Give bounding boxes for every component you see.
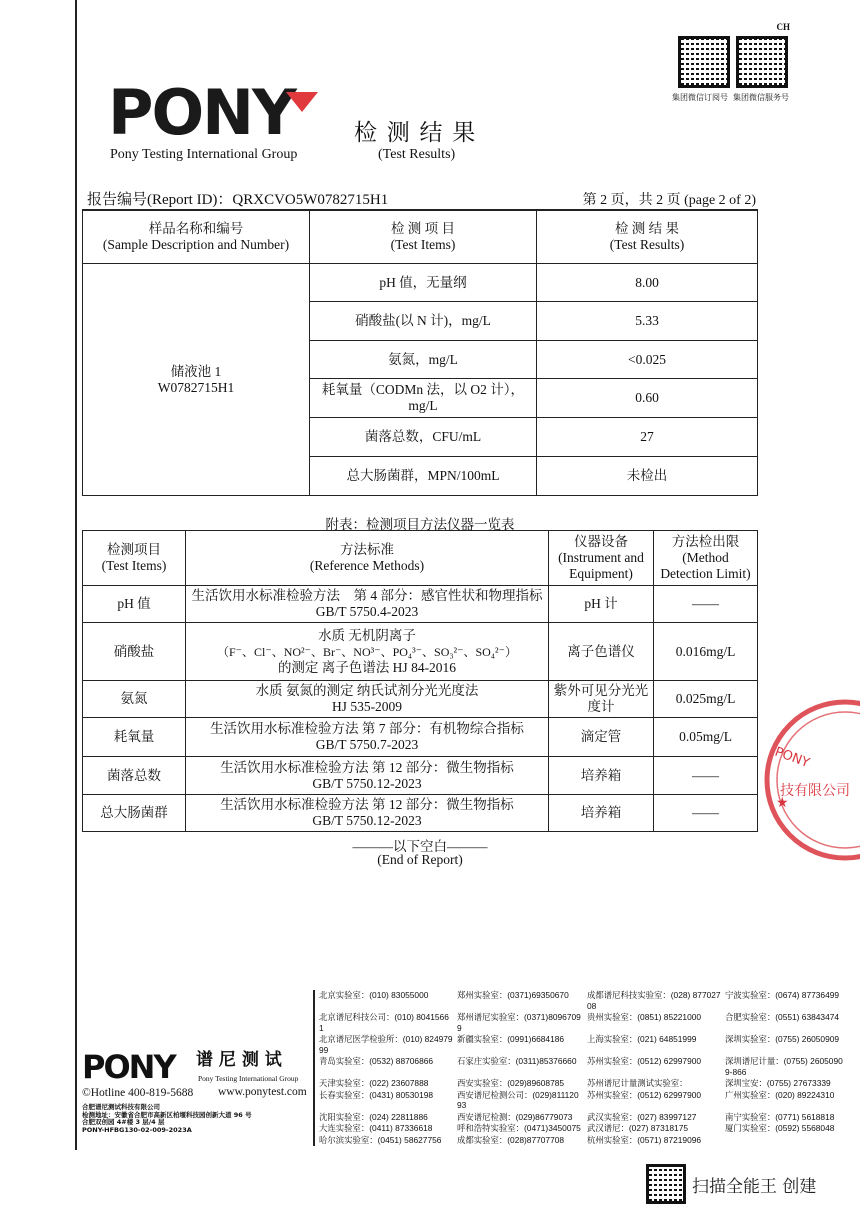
cell-text: 方法检出限 [671,534,740,549]
lab-row [319,1012,847,1033]
cell-text: GB/T 5750.7-2023 [315,737,419,752]
table-cell: 氨氮 [83,681,186,718]
cell-text: (Method [682,550,729,565]
table-cell: 耗氧量（CODMn 法，以 O2 计），mg/L [310,379,537,418]
table-cell: 菌落总数 [83,757,186,795]
lab-contact: 深圳谱尼计量：(0755) 26050909-866 [725,1056,843,1077]
table-cell: 8.00 [537,264,758,302]
cell-text: 样品名称和编号 [148,221,244,236]
table-cell: 未检出 [537,457,758,496]
footer-group: Pony Testing International Group [198,1074,299,1083]
lab-contact: 天津实验室：(022) 23607888 [319,1078,429,1088]
lab-row [319,1135,847,1146]
lab-contact: 西安谱尼检测公司：(029)81112093 [457,1089,579,1110]
table-cell: 紫外可见分光光度计 [549,681,654,718]
lab-row [319,1056,847,1077]
group-name: Pony Testing International Group [110,147,298,162]
lab-contact: 西安谱尼检测：(029)86779073 [457,1111,573,1122]
table-cell [186,718,549,757]
cell-text: GB/T 5750.12-2023 [312,813,422,828]
footer-name-cn: 谱 尼 测 试 [196,1050,282,1070]
lab-contact: 宁波实验室：(0674) 87736499 [725,990,840,1000]
table-cell [186,586,549,623]
lab-contact: 南宁实验室：(0771) 5618818 [725,1111,835,1122]
table-row [83,795,758,832]
table-cell: pH 计 [549,586,654,623]
company-stamp [760,695,850,865]
lab-contact: 合肥实验室：(0551) 63843474 [725,1012,840,1022]
lab-contact: 贵州实验室：(0851) 85221000 [587,1012,702,1022]
cell-text: 生活饮用水标准检验方法 第 12 部分：微生物指标 [220,797,514,812]
svg-text:★: ★ [776,796,789,811]
report-id: 报告编号(Report ID)：QRXCVO5W0782715H1 [87,192,389,208]
lab-contact: 苏州实验室：(0512) 62997900 [587,1056,702,1066]
lab-contact: 呼和浩特实验室：(0471)3450075 [457,1123,581,1133]
sample-cell [83,264,310,496]
table-cell: —— [654,795,758,832]
cell-text: (Test Items) [390,237,456,252]
table-cell: 27 [537,418,758,457]
table-cell: 0.016mg/L [654,623,758,681]
cell-text: 检 测 结 果 [614,221,680,236]
lab-contact: 上海实验室：(021) 64851999 [587,1034,697,1044]
table-cell: 5.33 [537,302,758,341]
lab-contact: 大连实验室：(0411) 87336618 [319,1123,433,1133]
scan-credit: 扫描全能王 创建 [692,1177,817,1197]
lab-row [319,1034,847,1055]
table-row [83,681,758,718]
table-cell: —— [654,586,758,623]
cell-text: 检测项目 [107,542,161,557]
lab-contact: 深圳实验室：(0755) 26050909 [725,1034,840,1044]
qr-caption: 集团微信订阅号 [672,93,728,102]
table-header-row [83,211,758,264]
table-cell: 总大肠菌群，MPN/100mL [310,457,537,496]
table-cell: 耗氧量 [83,718,186,757]
cell-text: (Sample Description and Number) [102,237,290,252]
footer-hotline: ©Hotline 400-819-5688 [82,1087,194,1099]
lab-row [319,1090,847,1111]
table-row [83,586,758,623]
cell-text: GB/T 5750.4-2023 [315,604,419,619]
cell-text: Detection Limit) [660,566,751,581]
lab-contact: 青岛实验室：(0532) 88706866 [319,1056,434,1066]
scan-edge [75,0,77,1150]
lab-contact: 西安实验室：(029)89608785 [457,1078,565,1088]
table-cell: 菌落总数，CFU/mL [310,418,537,457]
results-table [82,210,758,496]
cell-text: 仪器设备 [574,534,628,549]
footer-website: www.ponytest.com [218,1086,307,1098]
table-cell: 滴定管 [549,718,654,757]
table-cell: pH 值 [83,586,186,623]
table-cell [186,531,549,586]
cell-text: Equipment) [569,566,633,581]
page-indicator: 第 2 页，共 2 页 (page 2 of 2) [582,193,756,208]
methods-table [82,530,758,832]
cell-text: 水质 氨氮的测定 纳氏试剂分光光度法 [255,683,479,698]
lab-contact: 成都实验室：(028)87707708 [457,1134,565,1145]
lab-contact: 石家庄实验室：(0311)85376660 [457,1056,577,1066]
logo-red-mark [286,92,318,112]
cell-text: (Test Items) [101,558,167,573]
table-cell: 总大肠菌群 [83,795,186,832]
table-header-row [83,531,758,586]
table-cell: pH 值，无量纲 [310,264,537,302]
cell-text: 的测定 离子色谱法 HJ 84-2016 [277,659,457,675]
svg-text:技有限公司: 技有限公司 [780,783,850,799]
lab-row [319,990,847,1011]
table-cell: 培养箱 [549,757,654,795]
lab-contact: 武汉实验室：(027) 83997127 [587,1111,697,1122]
cell-text: 水质 无机阴离子 [318,627,416,643]
lab-contact: 北京谱尼科技公司：(010) 80415661 [319,1012,449,1033]
table-cell: 硝酸盐(以 N 计)，mg/L [310,302,537,341]
lab-contact: 沈阳实验室：(024) 22811886 [319,1111,428,1122]
cell-text: HJ 535-2009 [331,699,403,714]
header-cell [310,211,537,264]
lab-contact: 厦门实验室：(0592) 5568048 [725,1123,835,1133]
header-cell [83,211,310,264]
svg-text:PONY: PONY [772,744,812,771]
footer-logo: PONY [82,1048,175,1086]
table-cell [549,531,654,586]
table-cell [654,531,758,586]
table-row [83,623,758,681]
table-cell [186,623,549,681]
lab-contact: 新疆实验室：(0991)6684186 [457,1034,565,1044]
cell-text: (Test Results) [609,237,685,252]
table-cell: 0.05mg/L [654,718,758,757]
lab-contact: 北京谱尼医学检验所：(010) 82497999 [319,1034,453,1055]
table-cell [186,757,549,795]
cell-text: 方法标准 [340,542,394,557]
cell-text: W0782715H1 [157,379,235,395]
lab-row [319,1112,847,1123]
cell-text: (Reference Methods) [309,558,425,573]
qr-caption: 集团微信服务号 [733,93,789,102]
table-cell: —— [654,757,758,795]
cell-text: 生活饮用水标准检验方法 第 12 部分：微生物指标 [220,759,514,775]
lab-contact: 长春实验室：(0431) 80530198 [319,1089,434,1100]
lab-contact: 哈尔滨实验室：(0451) 58627756 [319,1134,442,1145]
corner-mark: CH [776,22,790,32]
table-cell: 培养箱 [549,795,654,832]
lab-contact: 成都谱尼科技实验室：(028) 87702708 [587,990,721,1011]
lab-contact: 郑州实验室：(0371)69350670 [457,990,569,1000]
table-cell: <0.025 [537,341,758,379]
appendix-title: 附表：检测项目方法仪器一览表 [325,517,515,532]
cell-text: 生活饮用水标准检验方法 第 4 部分：感官性状和物理指标 [191,588,543,603]
lab-row [319,1123,847,1134]
table-cell: 0.60 [537,379,758,418]
lab-contact: 苏州谱尼计量测试实验室： [587,1078,688,1088]
table-row [83,757,758,795]
scanner-qr-code [646,1164,686,1204]
table-cell: 氨氮，mg/L [310,341,537,379]
table-cell: 0.025mg/L [654,681,758,718]
table-cell [83,531,186,586]
footer-company: 合肥谱尼测试科技有限公司 检测地址：安徽省合肥市高新区柏堰科技园创新大道 96 号 合肥双创园 4#楼 3 层/4 层 PONY-HFBG130-02-009-2023A [82,1103,252,1134]
table-cell [186,681,549,718]
lab-contact: 武汉谱尼：(027) 87318175 [587,1123,689,1133]
end-of-report: (End of Report) [377,852,463,867]
header-cell [537,211,758,264]
lab-contact [725,1135,847,1146]
cell-text: （F⁻、Cl⁻、NO²⁻、Br⁻、NO³⁻、PO₄³⁻、SO₃²⁻、SO₄²⁻） [217,644,517,659]
table-row [83,264,758,302]
table-cell: 硝酸盐 [83,623,186,681]
lab-contact: 苏州实验室：(0512) 62997900 [587,1089,702,1100]
table-row [83,718,758,757]
cell-text: (Instrument and [558,550,644,565]
title-en: (Test Results) [378,147,456,162]
lab-contact: 深圳宝安：(0755) 27673339 [725,1078,831,1088]
cell-text: 检 测 项 目 [390,221,456,236]
table-cell: 离子色谱仪 [549,623,654,681]
pony-logo: PONY [108,76,295,149]
end-marker: ———以下空白——— [352,839,488,854]
lab-contact: 郑州谱尼实验室：(0371)80967099 [457,1012,581,1033]
qr-code-service [736,36,788,88]
lab-row [319,1078,847,1089]
lab-contact: 北京实验室：(010) 83055000 [319,990,429,1000]
cell-text: 生活饮用水标准检验方法 第 7 部分：有机物综合指标 [210,721,524,736]
lab-contact: 广州实验室：(020) 89224310 [725,1089,835,1100]
cell-text: 储液池 1 [170,363,222,379]
table-cell [186,795,549,832]
qr-code-subscription [678,36,730,88]
lab-contact: 杭州实验室：(0571) 87219096 [587,1134,702,1145]
title-cn: 检 测 结 果 [354,120,478,145]
lab-contact-list [313,990,847,1146]
cell-text: GB/T 5750.12-2023 [312,775,422,791]
